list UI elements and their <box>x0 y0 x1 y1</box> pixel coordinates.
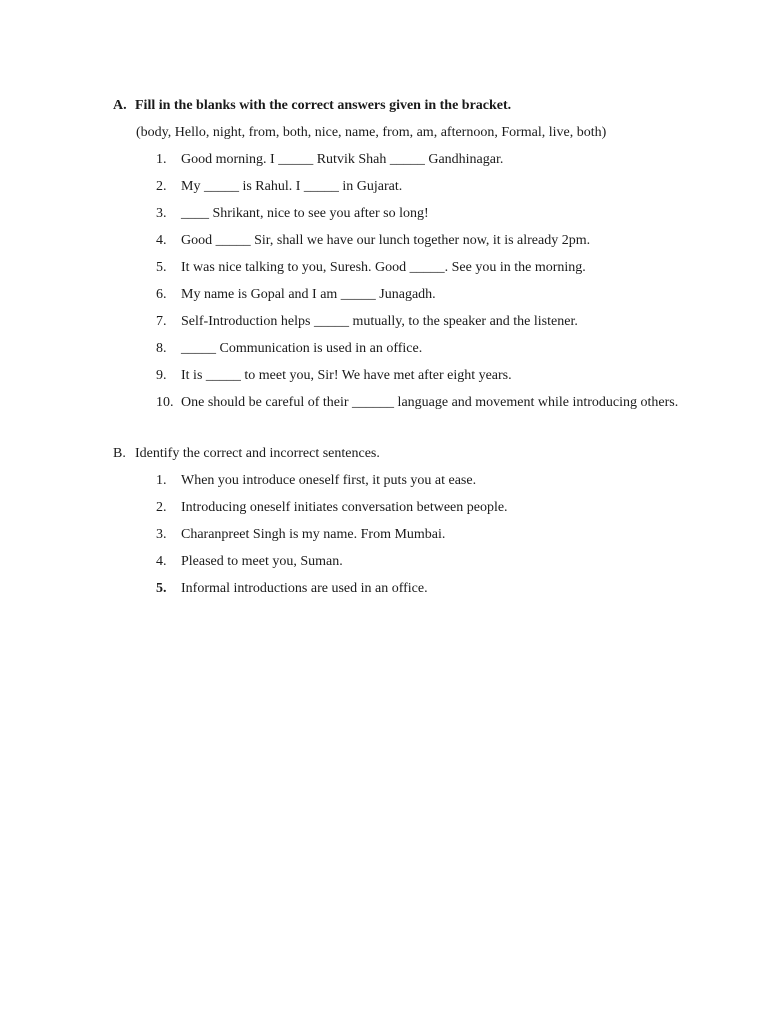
item-text: When you introduce oneself first, it puts you at ease. <box>181 473 477 488</box>
item-text: _____ Communication is used in an office. <box>181 341 423 356</box>
section-b-heading-row <box>113 440 693 467</box>
item-number: 6. <box>156 287 167 302</box>
section-b-letter: B. <box>113 446 126 461</box>
list-item <box>113 521 693 548</box>
item-text: It was nice talking to you, Suresh. Good _____. See you in the morning. <box>181 260 586 275</box>
item-number: 1. <box>156 152 167 167</box>
item-number: 10. <box>156 395 174 410</box>
section-b-list <box>113 467 693 602</box>
item-text: Charanpreet Singh is my name. From Mumbai. <box>181 527 446 542</box>
section-b <box>113 440 693 602</box>
section-b-heading: Identify the correct and incorrect sentences. <box>135 446 380 461</box>
list-item <box>113 146 693 173</box>
item-number: 2. <box>156 179 167 194</box>
list-item <box>113 173 693 200</box>
list-item <box>113 575 693 602</box>
item-number: 3. <box>156 527 167 542</box>
list-item <box>113 389 693 416</box>
section-a-list <box>113 146 693 416</box>
item-number: 5. <box>156 581 167 596</box>
list-item <box>113 335 693 362</box>
item-number: 7. <box>156 314 167 329</box>
item-text: My name is Gopal and I am _____ Junagadh. <box>181 287 436 302</box>
item-text: Informal introductions are used in an office. <box>181 581 428 596</box>
section-a <box>113 92 693 416</box>
section-a-heading: Fill in the blanks with the correct answers given in the bracket. <box>135 98 512 113</box>
section-a-heading-row <box>113 92 693 119</box>
item-number: 5. <box>156 260 167 275</box>
list-item <box>113 281 693 308</box>
item-text: My _____ is Rahul. I _____ in Gujarat. <box>181 179 403 194</box>
item-text: Pleased to meet you, Suman. <box>181 554 343 569</box>
item-number: 9. <box>156 368 167 383</box>
list-item <box>113 494 693 521</box>
list-item <box>113 467 693 494</box>
item-number: 8. <box>156 341 167 356</box>
list-item <box>113 308 693 335</box>
word-bank: (body, Hello, night, from, both, nice, name, from, am, afternoon, Formal, live, both) <box>136 125 607 140</box>
section-a-letter: A. <box>113 98 127 113</box>
item-text: Introducing oneself initiates conversation between people. <box>181 500 508 515</box>
item-text: Self-Introduction helps _____ mutually, to the speaker and the listener. <box>181 314 578 329</box>
item-text: Good morning. I _____ Rutvik Shah _____ Gandhinagar. <box>181 152 504 167</box>
list-item <box>113 548 693 575</box>
item-number: 4. <box>156 554 167 569</box>
item-number: 2. <box>156 500 167 515</box>
item-text: ____ Shrikant, nice to see you after so long! <box>181 206 429 221</box>
item-number: 1. <box>156 473 167 488</box>
item-text: Good _____ Sir, shall we have our lunch together now, it is already 2pm. <box>181 233 591 248</box>
list-item <box>113 200 693 227</box>
item-number: 3. <box>156 206 167 221</box>
item-text: One should be careful of their ______ language and movement while introducing others. <box>181 395 679 410</box>
item-number: 4. <box>156 233 167 248</box>
list-item <box>113 227 693 254</box>
list-item <box>113 254 693 281</box>
item-text: It is _____ to meet you, Sir! We have met after eight years. <box>181 368 512 383</box>
list-item <box>113 362 693 389</box>
